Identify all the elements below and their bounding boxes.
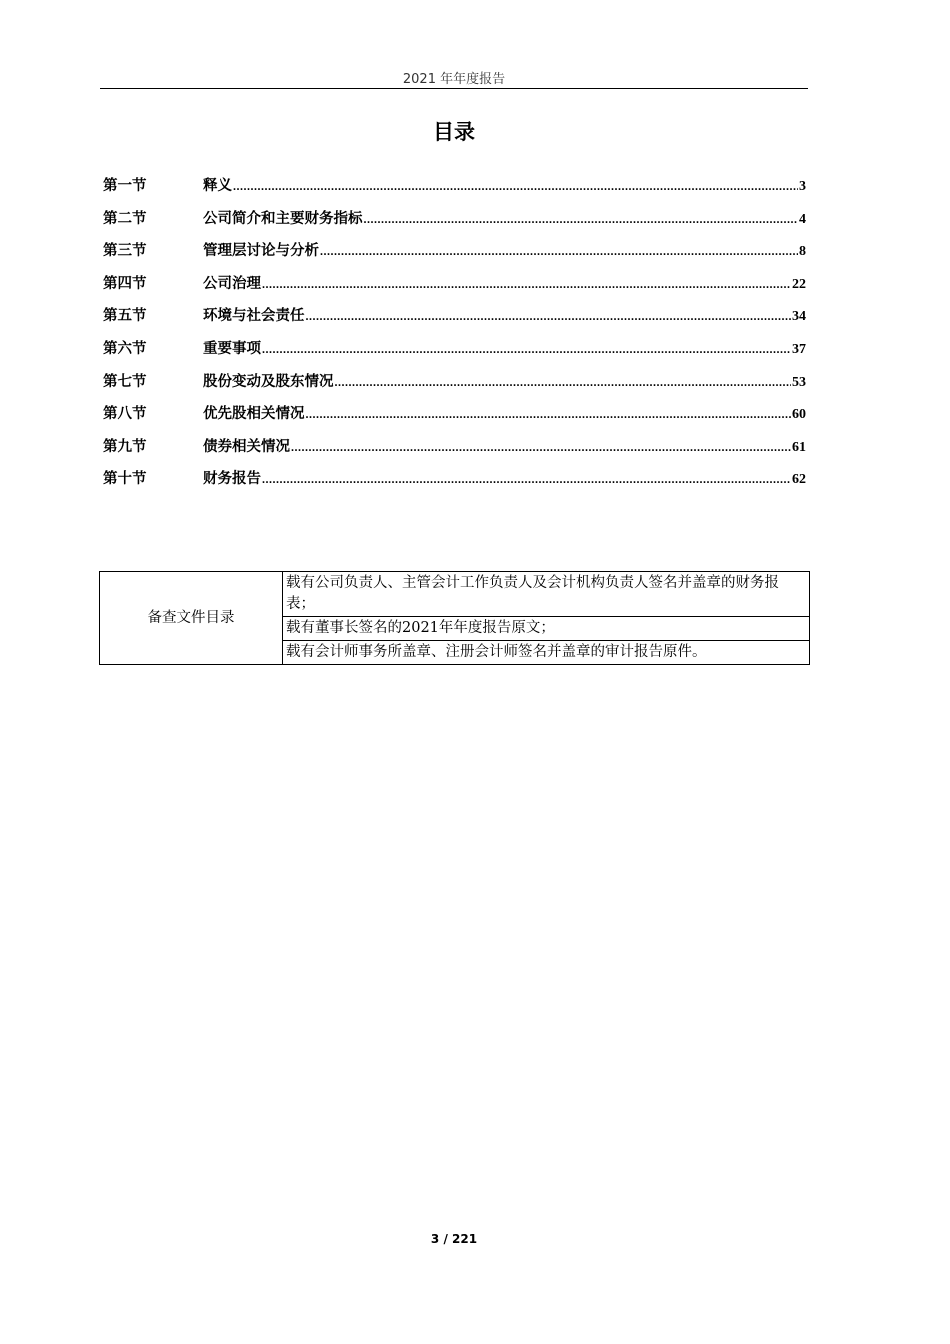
toc-section-number: 第十节 bbox=[103, 471, 147, 488]
toc-section-title: 债券相关情况 bbox=[203, 438, 290, 455]
toc-page-number: 53 bbox=[792, 374, 806, 390]
toc-section-number: 第二节 bbox=[103, 210, 147, 227]
table-of-contents bbox=[103, 174, 806, 500]
toc-page-number: 34 bbox=[792, 309, 806, 325]
toc-section-title: 环境与社会责任 bbox=[203, 308, 305, 325]
toc-section-title: 优先股相关情况 bbox=[203, 406, 305, 423]
toc-section-title: 公司治理 bbox=[203, 275, 261, 292]
reference-document-item: 载有公司负责人、主管会计工作负责人及会计机构负责人签名并盖章的财务报表； bbox=[283, 572, 810, 617]
page-number-footer: 3 / 221 bbox=[430, 1232, 478, 1246]
toc-section-number: 第三节 bbox=[103, 243, 147, 260]
toc-entry-6[interactable] bbox=[103, 337, 806, 370]
reference-documents-table bbox=[99, 571, 810, 665]
toc-leader-dots bbox=[262, 277, 791, 292]
toc-entry-10[interactable] bbox=[103, 467, 806, 500]
toc-page-number: 22 bbox=[792, 276, 806, 292]
toc-section-title: 重要事项 bbox=[203, 340, 261, 357]
toc-section-number: 第四节 bbox=[103, 275, 147, 292]
toc-entry-7[interactable] bbox=[103, 370, 806, 403]
toc-leader-dots bbox=[262, 342, 791, 357]
toc-leader-dots bbox=[335, 375, 792, 390]
table-row bbox=[100, 572, 810, 617]
running-header: 2021 年年度报告 bbox=[402, 72, 506, 87]
toc-entry-1[interactable] bbox=[103, 174, 806, 207]
toc-entry-5[interactable] bbox=[103, 304, 806, 337]
reference-document-item: 载有会计师事务所盖章、注册会计师签名并盖章的审计报告原件。 bbox=[283, 641, 810, 665]
page-title: 目录 bbox=[433, 120, 475, 144]
toc-leader-dots bbox=[306, 407, 792, 422]
toc-leader-dots bbox=[320, 244, 798, 259]
toc-page-number: 61 bbox=[792, 439, 806, 455]
toc-section-number: 第五节 bbox=[103, 308, 147, 325]
header-rule bbox=[100, 88, 808, 89]
toc-entry-8[interactable] bbox=[103, 402, 806, 435]
toc-leader-dots bbox=[306, 309, 792, 324]
toc-entry-4[interactable] bbox=[103, 272, 806, 305]
toc-leader-dots bbox=[364, 212, 799, 227]
toc-section-title: 管理层讨论与分析 bbox=[203, 243, 319, 260]
toc-page-number: 37 bbox=[792, 341, 806, 357]
toc-section-title: 财务报告 bbox=[203, 471, 261, 488]
toc-section-title: 释义 bbox=[203, 178, 232, 194]
toc-entry-3[interactable] bbox=[103, 239, 806, 272]
toc-page-number: 3 bbox=[799, 179, 806, 194]
toc-section-number: 第九节 bbox=[103, 438, 147, 455]
toc-page-number: 4 bbox=[799, 211, 806, 227]
toc-leader-dots bbox=[291, 440, 791, 455]
toc-page-number: 8 bbox=[799, 244, 806, 260]
toc-section-number: 第七节 bbox=[103, 373, 147, 390]
toc-section-title: 股份变动及股东情况 bbox=[203, 373, 334, 390]
toc-section-number: 第八节 bbox=[103, 406, 147, 423]
toc-leader-dots bbox=[233, 179, 798, 194]
toc-leader-dots bbox=[262, 472, 791, 487]
toc-page-number: 60 bbox=[792, 407, 806, 423]
toc-section-number: 第六节 bbox=[103, 340, 147, 357]
toc-page-number: 62 bbox=[792, 472, 806, 488]
reference-document-item: 载有董事长签名的2021年年度报告原文； bbox=[283, 617, 810, 641]
toc-entry-9[interactable] bbox=[103, 435, 806, 468]
toc-section-title: 公司简介和主要财务指标 bbox=[203, 210, 363, 227]
toc-section-number: 第一节 bbox=[103, 178, 147, 194]
reference-documents-label: 备查文件目录 bbox=[100, 572, 283, 665]
toc-entry-2[interactable] bbox=[103, 207, 806, 240]
